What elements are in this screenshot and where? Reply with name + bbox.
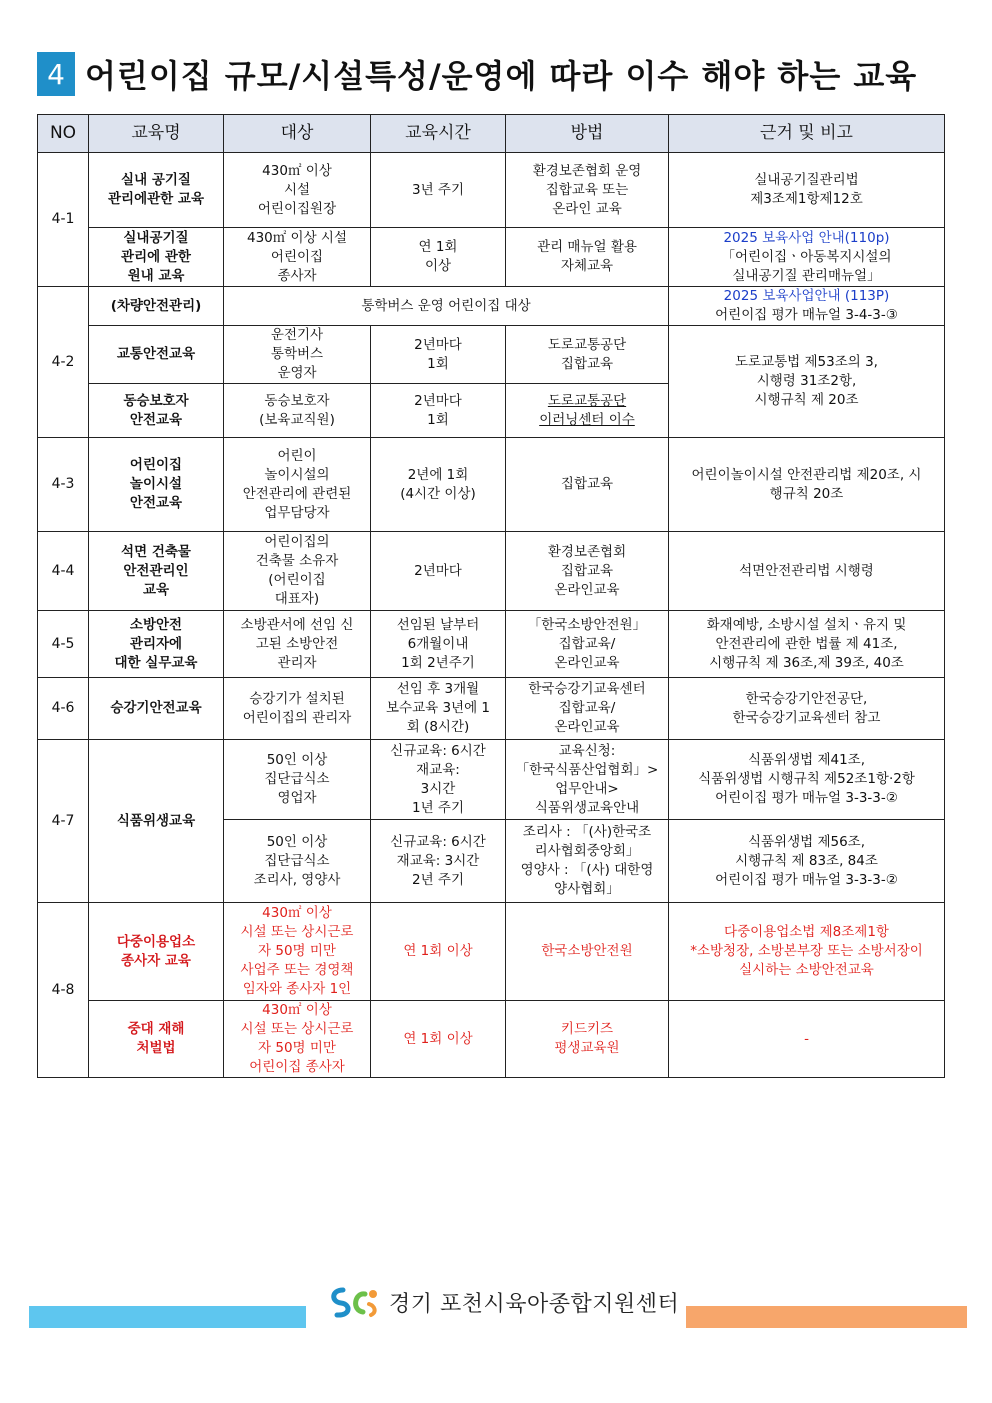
edu-basis: 도로교통법 제53조의 3, 시행령 31조2항, 시행규칙 제 20조 [669, 326, 945, 438]
edu-method: 한국소방안전원 [506, 903, 669, 1001]
edu-basis: 식품위생법 제41조, 식품위생법 시행규칙 제52조1항·2항 어린이집 평가 매뉴얼 3-3-3-② [669, 740, 945, 820]
edu-target: 430㎡ 이상 시설 어린이집 종사자 [224, 228, 371, 287]
edu-basis: - [669, 1001, 945, 1078]
edu-method: 관리 매뉴얼 활용 자체교육 [506, 228, 669, 287]
basis-reference: 2025 보육사업안내 (113P) [723, 288, 890, 304]
edu-target: 소방관서에 선임 신 고된 소방안전 관리자 [224, 611, 371, 678]
edu-time: 연 1회 이상 [371, 228, 506, 287]
table-row [38, 153, 945, 228]
table-row [38, 228, 945, 287]
edu-name: 교통안전교육 [89, 326, 224, 384]
edu-name: 소방안전 관리자에 대한 실무교육 [89, 611, 224, 678]
table-row [38, 903, 945, 1001]
row-no: 4-7 [38, 740, 89, 903]
edu-target: 50인 이상 집단급식소 영업자 [224, 740, 371, 820]
table-row [38, 1001, 945, 1078]
edu-method: 교육신청: 「한국식품산업협회」> 업무안내> 식품위생교육안내 [506, 740, 669, 820]
edu-name: (차량안전관리) [89, 287, 224, 326]
edu-name: 석면 건축물 안전관리인 교육 [89, 532, 224, 611]
edu-time: 2년마다 [371, 532, 506, 611]
basis-text: 「어린이집ㆍ아동복지시설의 실내공기질 관리매뉴얼」 [721, 248, 892, 284]
row-no: 4-2 [38, 287, 89, 438]
footer-bar-left [29, 1306, 306, 1328]
row-no: 4-8 [38, 903, 89, 1078]
edu-basis [669, 287, 945, 326]
edu-method: 「한국소방안전원」 집합교육/ 온라인교육 [506, 611, 669, 678]
edu-name: 승강기안전교육 [89, 678, 224, 740]
footer-logo [325, 1282, 679, 1322]
edu-basis: 실내공기질관리법 제3조제1항제12호 [669, 153, 945, 228]
edu-method: 집합교육 [506, 438, 669, 532]
edu-basis: 석면안전관리법 시행령 [669, 532, 945, 611]
edu-method: 한국승강기교육센터 집합교육/ 온라인교육 [506, 678, 669, 740]
header-basis: 근거 및 비고 [669, 115, 945, 153]
edu-method: 도로교통공단 이러닝센터 이수 [506, 384, 669, 438]
edu-time: 연 1회 이상 [371, 1001, 506, 1078]
header-time: 교육시간 [371, 115, 506, 153]
row-no: 4-5 [38, 611, 89, 678]
edu-basis: 한국승강기안전공단, 한국승강기교육센터 참고 [669, 678, 945, 740]
edu-basis: 다중이용업소법 제8조제1항 *소방청장, 소방본부장 또는 소방서장이 실시하는 소방안전교육 [669, 903, 945, 1001]
row-no: 4-6 [38, 678, 89, 740]
header-no: NO [38, 115, 89, 153]
table-row [38, 326, 945, 384]
header-name: 교육명 [89, 115, 224, 153]
edu-target: 430㎡ 이상 시설 또는 상시근로 자 50명 미만 사업주 또는 경영책 임자와 종사자 1인 [224, 903, 371, 1001]
section-heading [37, 52, 917, 96]
header-target: 대상 [224, 115, 371, 153]
row-no: 4-4 [38, 532, 89, 611]
header-method: 방법 [506, 115, 669, 153]
edu-basis [669, 228, 945, 287]
table-row [38, 678, 945, 740]
edu-time: 3년 주기 [371, 153, 506, 228]
table-row [38, 532, 945, 611]
table-header-row [38, 115, 945, 153]
education-table [37, 114, 945, 1078]
edu-target: 50인 이상 집단급식소 조리사, 영양사 [224, 820, 371, 903]
org-name: 경기 포천시육아종합지원센터 [389, 1291, 680, 1317]
edu-basis: 식품위생법 제56조, 시행규칙 제 83조, 84조 어린이집 평가 매뉴얼 3-3-3-② [669, 820, 945, 903]
edu-method: 조리사 : 「(사)한국조 리사협회중앙회」 영양사 : 「(사) 대한영 양사협회」 [506, 820, 669, 903]
edu-method: 도로교통공단 집합교육 [506, 326, 669, 384]
edu-target: 430㎡ 이상 시설 어린이집원장 [224, 153, 371, 228]
edu-name: 식품위생교육 [89, 740, 224, 903]
edu-target: 어린이집의 건축물 소유자 (어린이집 대표자) [224, 532, 371, 611]
table-row [38, 287, 945, 326]
merged-target: 통학버스 운영 어린이집 대상 [224, 287, 669, 326]
edu-name: 다중이용업소 종사자 교육 [89, 903, 224, 1001]
edu-time: 2년에 1회 (4시간 이상) [371, 438, 506, 532]
footer-bar-right [686, 1306, 967, 1328]
center-logo-icon [325, 1282, 385, 1322]
edu-time: 신규교육: 6시간 재교육: 3시간 1년 주기 [371, 740, 506, 820]
edu-method: 환경보존협회 운영 집합교육 또는 온라인 교육 [506, 153, 669, 228]
table-row [38, 611, 945, 678]
section-title: 어린이집 규모/시설특성/운영에 따라 이수 해야 하는 교육 [85, 57, 918, 95]
edu-target: 운전기사 통학버스 운영자 [224, 326, 371, 384]
section-number: 4 [37, 52, 75, 96]
edu-time: 연 1회 이상 [371, 903, 506, 1001]
edu-basis: 어린이놀이시설 안전관리법 제20조, 시 행규칙 20조 [669, 438, 945, 532]
edu-name: 실내 공기질 관리에관한 교육 [89, 153, 224, 228]
edu-name: 중대 재해 처벌법 [89, 1001, 224, 1078]
edu-name: 실내공기질 관리에 관한 원내 교육 [89, 228, 224, 287]
edu-time: 선임된 날부터 6개월이내 1회 2년주기 [371, 611, 506, 678]
row-no: 4-1 [38, 153, 89, 287]
basis-reference: 2025 보육사업 안내(110p) [723, 229, 890, 246]
edu-method: 키드키즈 평생교육원 [506, 1001, 669, 1078]
edu-time: 선임 후 3개월 보수교육 3년에 1 회 (8시간) [371, 678, 506, 740]
edu-name: 어린이집 놀이시설 안전교육 [89, 438, 224, 532]
edu-method: 환경보존협회 집합교육 온라인교육 [506, 532, 669, 611]
edu-target: 430㎡ 이상 시설 또는 상시근로 자 50명 미만 어린이집 종사자 [224, 1001, 371, 1078]
edu-time: 2년마다 1회 [371, 384, 506, 438]
edu-time: 2년마다 1회 [371, 326, 506, 384]
edu-basis: 화재예방, 소방시설 설치ㆍ유지 및 안전관리에 관한 법률 제 41조, 시행규칙 제 36조,제 39조, 40조 [669, 611, 945, 678]
basis-text: 어린이집 평가 매뉴얼 3-4-3-③ [715, 307, 898, 323]
row-no: 4-3 [38, 438, 89, 532]
edu-target: 승강기가 설치된 어린이집의 관리자 [224, 678, 371, 740]
edu-target: 어린이 놀이시설의 안전관리에 관련된 업무담당자 [224, 438, 371, 532]
table-row [38, 740, 945, 820]
edu-target: 동승보호자 (보육교직원) [224, 384, 371, 438]
edu-name: 동승보호자 안전교육 [89, 384, 224, 438]
edu-time: 신규교육: 6시간 재교육: 3시간 2년 주기 [371, 820, 506, 903]
table-row [38, 438, 945, 532]
